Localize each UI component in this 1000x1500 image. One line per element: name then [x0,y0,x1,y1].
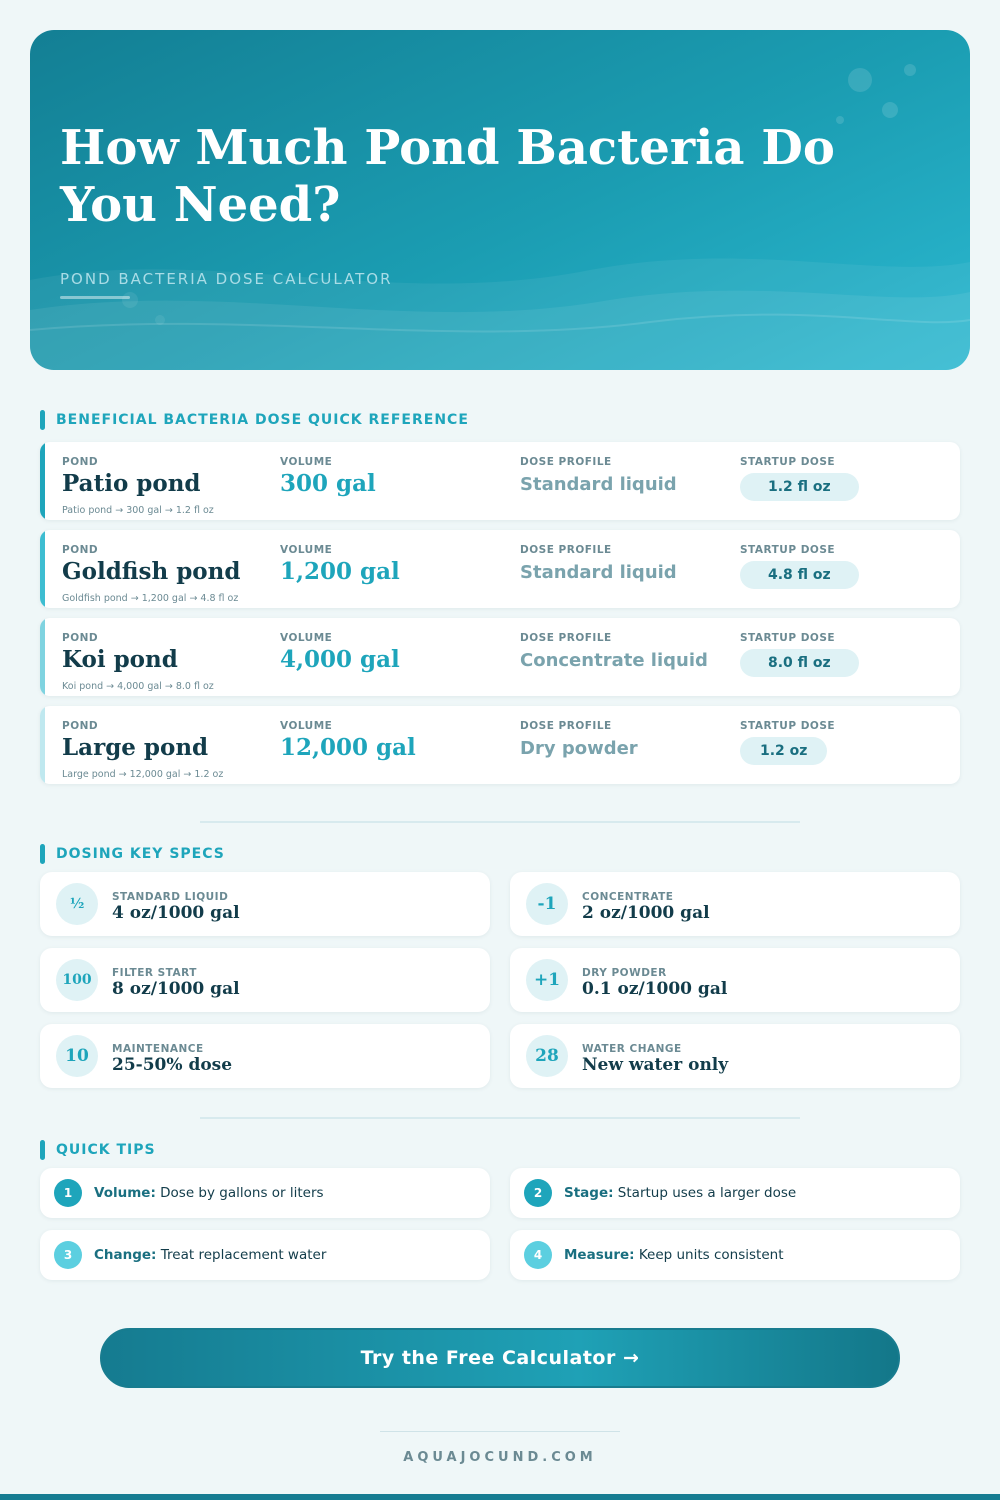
tip-card [510,1168,960,1218]
spec-value: New water only [582,1055,729,1075]
row-summary: Koi pond → 4,000 gal → 8.0 fl oz [62,681,214,692]
table-row [40,442,960,520]
tip-card [40,1168,490,1218]
spec-value: 8 oz/1000 gal [112,979,240,999]
spec-value: 4 oz/1000 gal [112,903,240,923]
section-title: BENEFICIAL BACTERIA DOSE QUICK REFERENCE [56,412,469,428]
page-subtitle: POND BACTERIA DOSE CALCULATOR [60,270,393,288]
dose-profile: Standard liquid [520,562,677,583]
pond-volume: 1,200 gal [280,558,400,585]
volume-label: VOLUME [280,456,333,468]
pond-name: Patio pond [62,470,201,497]
dose-reference-header [40,410,469,430]
pond-name: Koi pond [62,646,178,673]
page-title: How Much Pond Bacteria Do You Need? [60,120,835,233]
spec-value: 0.1 oz/1000 gal [582,979,728,999]
tip-key: Measure: [564,1247,635,1263]
volume-label: VOLUME [280,720,333,732]
tip-body: Dose by gallons or liters [155,1185,324,1201]
tip-body: Startup uses a larger dose [613,1185,797,1201]
pond-volume: 300 gal [280,470,376,497]
spec-label: FILTER START [112,967,197,979]
tip-card [40,1230,490,1280]
tip-key: Change: [94,1247,157,1263]
try-calculator-button[interactable]: Try the Free Calculator → [100,1328,900,1388]
section-marker [40,844,45,864]
tip-text [564,1185,796,1201]
startup-dose-badge: 1.2 fl oz [740,473,859,501]
startup-dose-badge: 1.2 oz [740,737,827,765]
spec-value: 25-50% dose [112,1055,233,1075]
pond-name: Goldfish pond [62,558,241,585]
row-accent [40,618,45,696]
dose-label: STARTUP DOSE [740,456,836,468]
dose-label: STARTUP DOSE [740,720,836,732]
tip-number: 1 [54,1179,82,1207]
startup-dose-badge: 4.8 fl oz [740,561,859,589]
spec-card [40,872,490,936]
tip-body: Keep units consistent [634,1247,784,1263]
pond-label: POND [62,632,99,644]
spec-label: DRY POWDER [582,967,667,979]
spec-badge: 28 [526,1035,568,1077]
tip-key: Volume: [94,1185,156,1201]
spec-badge: ½ [56,883,98,925]
startup-dose-badge: 8.0 fl oz [740,649,859,677]
pond-volume: 4,000 gal [280,646,400,673]
footer-divider [380,1431,620,1432]
section-divider [200,1117,800,1119]
pond-name: Large pond [62,734,209,761]
profile-label: DOSE PROFILE [520,720,612,732]
spec-card [510,872,960,936]
row-summary: Patio pond → 300 gal → 1.2 fl oz [62,505,214,516]
spec-label: WATER CHANGE [582,1043,682,1055]
profile-label: DOSE PROFILE [520,632,612,644]
spec-card [40,1024,490,1088]
spec-card [510,1024,960,1088]
spec-card [40,948,490,1012]
tip-key: Stage: [564,1185,614,1201]
section-divider [200,821,800,823]
subtitle-underline [60,296,130,299]
section-marker [40,410,45,430]
pond-label: POND [62,456,99,468]
dose-label: STARTUP DOSE [740,632,836,644]
pond-volume: 12,000 gal [280,734,416,761]
row-summary: Large pond → 12,000 gal → 1.2 oz [62,769,224,780]
spec-badge: 100 [56,959,98,1001]
spec-card [510,948,960,1012]
tip-number: 3 [54,1241,82,1269]
tip-text [94,1185,324,1201]
dose-reference-table [40,442,960,794]
spec-badge: -1 [526,883,568,925]
spec-label: STANDARD LIQUID [112,891,229,903]
dose-profile: Dry powder [520,738,638,759]
table-row [40,530,960,608]
spec-value: 2 oz/1000 gal [582,903,710,923]
pond-label: POND [62,720,99,732]
bottom-accent-bar [0,1494,1000,1500]
specs-header [40,844,225,864]
row-summary: Goldfish pond → 1,200 gal → 4.8 fl oz [62,593,239,604]
section-title: QUICK TIPS [56,1142,156,1158]
footer-domain: AQUAJOCUND.COM [403,1450,597,1465]
tip-text [94,1247,326,1263]
tips-header [40,1140,156,1160]
spec-badge: 10 [56,1035,98,1077]
hero-banner [30,30,970,370]
volume-label: VOLUME [280,632,333,644]
tip-body: Treat replacement water [156,1247,327,1263]
spec-label: MAINTENANCE [112,1043,204,1055]
tip-number: 4 [524,1241,552,1269]
table-row [40,706,960,784]
volume-label: VOLUME [280,544,333,556]
row-accent [40,442,45,520]
row-accent [40,530,45,608]
dose-profile: Concentrate liquid [520,650,708,671]
profile-label: DOSE PROFILE [520,456,612,468]
profile-label: DOSE PROFILE [520,544,612,556]
spec-label: CONCENTRATE [582,891,674,903]
section-title: DOSING KEY SPECS [56,846,225,862]
row-accent [40,706,45,784]
dose-profile: Standard liquid [520,474,677,495]
tip-card [510,1230,960,1280]
table-row [40,618,960,696]
section-marker [40,1140,45,1160]
dose-label: STARTUP DOSE [740,544,836,556]
spec-badge: +1 [526,959,568,1001]
pond-label: POND [62,544,99,556]
tip-text [564,1247,784,1263]
tip-number: 2 [524,1179,552,1207]
